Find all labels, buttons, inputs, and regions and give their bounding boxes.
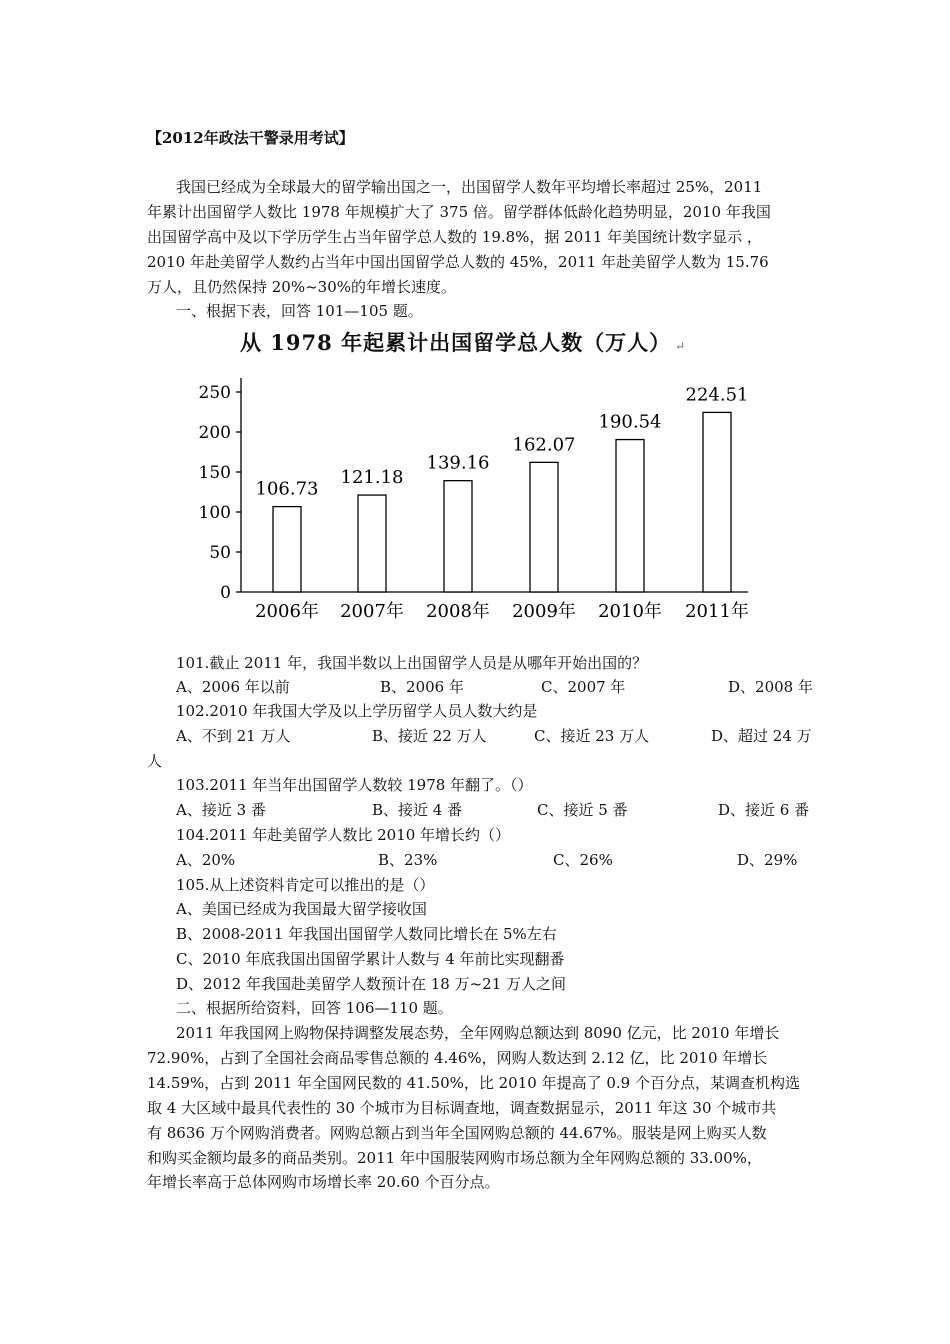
para-line: 取 4 大区域中最具代表性的 30 个城市为目标调查地，调查数据显示，2011 年这 30 个城市共	[147, 1099, 777, 1117]
para-line: 14.59%，占到 2011 年全国网民数的 41.50%，比 2010 年提高了 0.9 个百分点，某调查机构选	[147, 1074, 800, 1092]
question-103: 103.2011 年当年出国留学人数较 1978 年翻了。（）	[176, 776, 533, 794]
option-c: C、2007 年	[541, 678, 626, 696]
para-line: 和购买金额均最多的商品类别。2011 年中国服装网购市场总额为全年网购总额的 33.00%，	[147, 1149, 762, 1167]
x-tick-label: 2010年	[598, 601, 662, 622]
option-a: A、美国已经成为我国最大留学接收国	[176, 900, 427, 918]
para-line: 年增长率高于总体网购市场增长率 20.60 个百分点。	[147, 1173, 500, 1191]
option-b: B、接近 22 万人	[372, 727, 487, 745]
bar-value-label: 121.18	[340, 467, 404, 489]
y-tick-label: 200	[198, 423, 231, 443]
bar-value-label: 224.51	[685, 384, 749, 406]
bar-value-label: 162.07	[512, 434, 576, 456]
bar-value-label: 139.16	[426, 452, 490, 474]
option-d: D、2008 年	[728, 678, 813, 696]
section-heading: 二、根据所给资料，回答 106—110 题。	[176, 999, 453, 1017]
question-102: 102.2010 年我国大学及以上学历留学人员人数大约是	[176, 702, 538, 720]
option-a: A、不到 21 万人	[176, 727, 291, 745]
bar	[273, 507, 301, 592]
chart-title-text: 从 1978 年起累计出国留学总人数（万人）	[240, 330, 672, 355]
bar	[444, 481, 472, 592]
x-tick-label: 2011年	[685, 601, 749, 622]
para-line: 72.90%，占到了全国社会商品零售总额的 4.46%，网购人数达到 2.12 亿，比 2010 年增长	[147, 1049, 768, 1067]
question-105: 105.从上述资料肯定可以推出的是（）	[176, 876, 435, 894]
bar-value-label: 190.54	[598, 411, 662, 433]
x-tick-label: 2008年	[426, 601, 490, 622]
x-tick-label: 2007年	[340, 601, 404, 622]
option-c: C、接近 23 万人	[534, 727, 650, 745]
x-tick-label: 2006年	[255, 601, 319, 622]
option-a: A、2006 年以前	[176, 678, 290, 696]
intro-line: 2010 年赴美留学人数约占当年中国出国留学总人数的 45%，2011 年赴美留学人数为 15.76	[147, 253, 769, 271]
bar-value-label: 106.73	[255, 478, 319, 500]
bar	[703, 412, 731, 592]
page-title: 【2012年政法干警录用考试】	[147, 129, 354, 147]
option-b: B、接近 4 番	[372, 801, 463, 819]
y-tick-label: 0	[220, 583, 231, 603]
section-heading: 一、根据下表，回答 101—105 题。	[176, 302, 423, 320]
option-a: A、接近 3 番	[176, 801, 266, 819]
bar	[530, 462, 558, 592]
para-line: 有 8636 万个网购消费者。网购总额占到当年全国网购总额的 44.67%。服装是网上购买人数	[147, 1124, 767, 1142]
intro-line: 年累计出国留学人数比 1978 年规模扩大了 375 倍。留学群体低龄化趋势明显，2010 年我国	[147, 203, 771, 221]
option-b: B、2006 年	[380, 678, 464, 696]
option-b: B、2008-2011 年我国出国留学人数同比增长在 5%左右	[176, 925, 557, 943]
y-tick-label: 50	[209, 543, 231, 563]
option-c: C、26%	[553, 851, 613, 869]
y-tick-label: 250	[198, 383, 231, 403]
chart-title	[240, 327, 686, 357]
x-tick-label: 2009年	[512, 601, 576, 622]
option-a: A、20%	[176, 851, 236, 869]
option-b: B、23%	[378, 851, 438, 869]
option-c: C、2010 年底我国出国留学累计人数与 4 年前比实现翻番	[176, 950, 565, 968]
intro-line: 我国已经成为全球最大的留学输出国之一，出国留学人数年平均增长率超过 25%，2011	[176, 178, 763, 196]
option-d: D、接近 6 番	[718, 801, 810, 819]
option-d: D、2012 年我国赴美留学人数预计在 18 万~21 万人之间	[176, 975, 567, 993]
para-line: 2011 年我国网上购物保持调整发展态势，全年网购总额达到 8090 亿元，比 2010 年增长	[176, 1024, 780, 1042]
option-d-continued: 人	[147, 752, 163, 770]
bar	[616, 440, 644, 592]
intro-line: 出国留学高中及以下学历学生占当年留学总人数的 19.8%，据 2011 年美国统计数字显示 ，	[147, 228, 762, 246]
option-d: D、超过 24 万	[711, 727, 812, 745]
question-101: 101.截止 2011 年，我国半数以上出国留学人员是从哪年开始出国的？	[176, 654, 648, 672]
option-d: D、29%	[737, 851, 798, 869]
intro-line: 万人，且仍然保持 20%~30%的年增长速度。	[147, 278, 457, 296]
y-tick-label: 100	[198, 503, 231, 523]
bar	[358, 495, 386, 592]
question-104: 104.2011 年赴美留学人数比 2010 年增长约（）	[176, 826, 511, 844]
y-tick-label: 150	[198, 463, 231, 483]
option-c: C、接近 5 番	[537, 801, 628, 819]
return-mark: ↵	[675, 339, 687, 353]
